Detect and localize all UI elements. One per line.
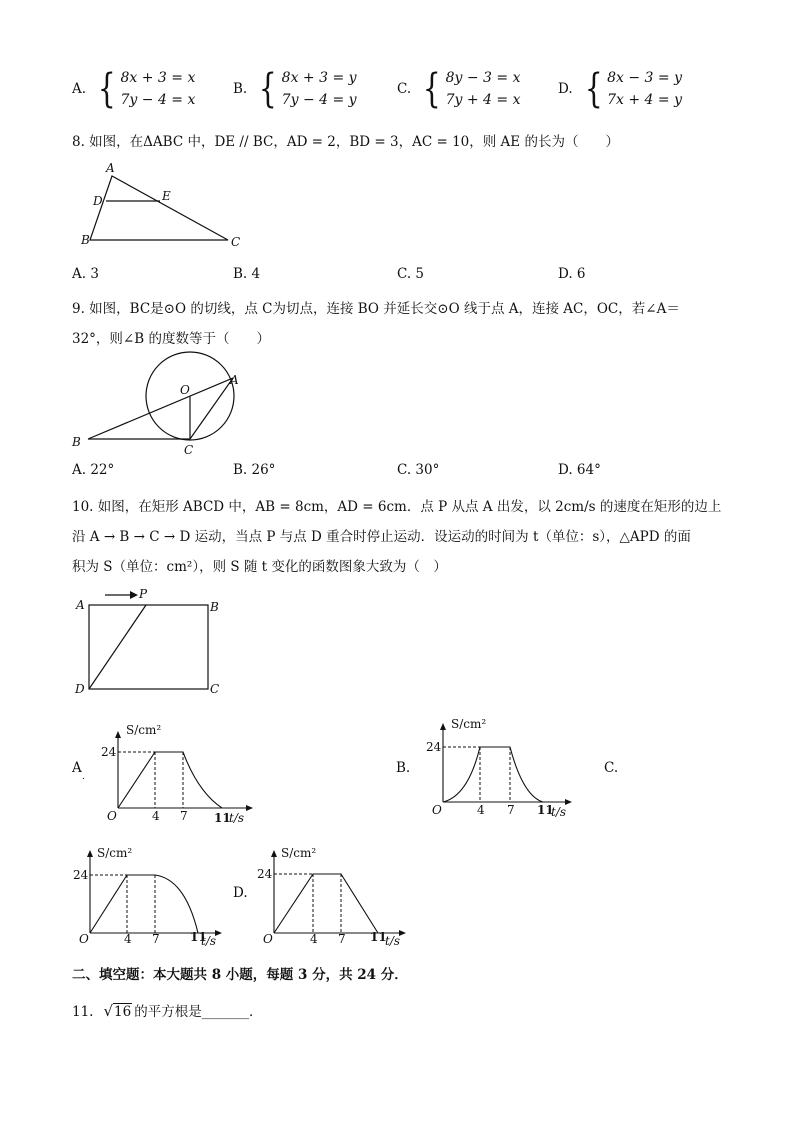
q10-rectangle-figure xyxy=(72,586,232,696)
q7-option-b-letter: B. xyxy=(233,81,248,97)
graph-a-y24: 24 xyxy=(101,745,117,759)
q7-option-a xyxy=(72,67,195,111)
q7-option-c xyxy=(397,67,520,111)
q11-stem xyxy=(72,1000,262,1020)
q8-option-d: D. 6 xyxy=(558,266,586,282)
q8-option-c: C. 5 xyxy=(397,266,425,282)
q7-option-c-eq1: 8y − 3 = x xyxy=(445,70,521,86)
q10-option-b-letter: B. xyxy=(396,760,411,776)
q7-option-d-eq1: 8x − 3 = y xyxy=(607,70,682,86)
q9-option-a: A. 22° xyxy=(72,462,115,478)
q9-stem-line1: 9. 如图，BC是⊙O 的切线，点 C为切点，连接 BO 并延长交⊙O 线于点 A，连接 AC，OC，若∠A＝ xyxy=(72,301,680,317)
q7-option-b-eq2: 7y − 4 = y xyxy=(281,92,357,108)
label-a: A xyxy=(230,373,239,387)
graph-b-axes xyxy=(440,723,572,805)
graph-b-origin: O xyxy=(432,803,442,817)
q7-option-d-eq2: 7x + 4 = y xyxy=(607,92,682,108)
graph-c-x7: 7 xyxy=(152,932,160,946)
q10-option-a-letter: A xyxy=(72,760,82,776)
section-heading: 二、填空题：本大题共 8 小题，每题 3 分，共 24 分． xyxy=(72,967,408,983)
graph-d-ylabel: S/cm² xyxy=(281,846,317,860)
q7-option-d xyxy=(558,67,682,111)
graph-d-xlabel: t/s xyxy=(385,934,401,948)
q11-radicand: 16 xyxy=(114,1004,132,1020)
graph-c-ylabel: S/cm² xyxy=(97,846,133,860)
rectangle-abcd xyxy=(89,605,208,689)
triangle-abc xyxy=(90,176,228,240)
q9-circle-figure xyxy=(70,350,250,455)
graph-d-axes xyxy=(271,850,406,936)
q7-option-d-letter: D. xyxy=(558,81,573,97)
q9-option-c: C. 30° xyxy=(397,462,440,478)
q9-option-b: B. 26° xyxy=(233,462,276,478)
label-e: E xyxy=(162,189,171,203)
q9-option-d: D. 64° xyxy=(558,462,601,478)
graph-b-x7: 7 xyxy=(507,803,515,817)
graph-b-curve xyxy=(443,747,543,802)
graph-b-x4: 4 xyxy=(477,803,485,817)
q10-graph-a xyxy=(98,722,258,832)
q10-option-d-letter: D. xyxy=(233,885,248,901)
q8-option-a: A. 3 xyxy=(72,266,99,282)
label-d: D xyxy=(75,682,85,696)
graph-d-origin: O xyxy=(263,932,273,946)
q10-stem-line2: 沿 A → B → C → D 运动，当点 P 与点 D 重合时停止运动．设运动的时间为 t（单位：s），△APD 的面 xyxy=(72,529,691,545)
graph-a-xlabel: t/s xyxy=(229,811,245,825)
graph-c-curve xyxy=(90,875,198,933)
label-a: A xyxy=(76,598,85,612)
graph-c-x4: 4 xyxy=(124,932,132,946)
graph-a-x4: 4 xyxy=(152,809,160,823)
q7-option-c-eq2: 7y + 4 = x xyxy=(445,92,521,108)
arrow-head-icon xyxy=(130,591,138,599)
graph-b-xlabel: t/s xyxy=(551,805,567,819)
graph-d-curve xyxy=(274,874,378,933)
q8-stem: 8. 如图，在ΔABC 中，DE // BC，AD = 2，BD = 3，AC = 10，则 AE 的长为（ ） xyxy=(72,134,619,150)
label-a: A xyxy=(106,161,115,175)
label-c: C xyxy=(210,682,220,696)
graph-c-origin: O xyxy=(79,932,89,946)
brace-icon: { xyxy=(97,66,116,112)
label-b: B xyxy=(81,233,90,247)
graph-a-axes xyxy=(115,731,253,811)
graph-b-ylabel: S/cm² xyxy=(451,717,487,731)
label-c: C xyxy=(231,235,241,249)
label-b: B xyxy=(210,600,219,614)
q10-graph-d xyxy=(254,843,414,953)
graph-a-x11: 11 xyxy=(214,811,231,825)
brace-icon: { xyxy=(422,66,441,112)
segment-dp xyxy=(89,605,146,689)
q7-option-a-letter: A. xyxy=(72,81,87,97)
q10-graph-c xyxy=(70,843,230,953)
sqrt-icon: √ xyxy=(103,1002,114,1020)
graph-c-y24: 24 xyxy=(73,868,89,882)
graph-d-x11: 11 xyxy=(370,930,387,944)
q11-number: 11. xyxy=(72,1004,94,1020)
q7-option-a-eq1: 8x + 3 = x xyxy=(120,70,196,86)
graph-d-x7: 7 xyxy=(338,932,346,946)
q10-option-a-dot: . xyxy=(82,772,85,782)
q10-graph-b xyxy=(423,716,583,826)
label-o: O xyxy=(180,383,190,397)
label-d: D xyxy=(93,194,103,208)
q7-option-a-eq2: 7y − 4 = x xyxy=(120,92,196,108)
label-p: P xyxy=(139,587,148,601)
q7-option-b xyxy=(233,67,357,111)
q7-option-b-eq1: 8x + 3 = y xyxy=(281,70,357,86)
q8-triangle-figure xyxy=(80,160,260,250)
q10-stem-line1: 10. 如图，在矩形 ABCD 中，AB = 8cm，AD = 6cm．点 P 从点 A 出发，以 2cm/s 的速度在矩形的边上 xyxy=(72,499,722,515)
brace-icon: { xyxy=(584,66,603,112)
label-b: B xyxy=(72,435,81,449)
graph-a-ylabel: S/cm² xyxy=(126,723,162,737)
q10-stem-line3: 积为 S（单位：cm²），则 S 随 t 变化的函数图象大致为（ ） xyxy=(72,559,447,575)
label-c: C xyxy=(184,443,194,457)
graph-a-origin: O xyxy=(107,809,117,823)
q10-option-c-letter: C. xyxy=(604,760,619,776)
graph-a-curve xyxy=(118,752,222,808)
brace-icon: { xyxy=(259,66,277,112)
graph-b-x11: 11 xyxy=(537,803,554,817)
q9-stem-line2: 32°，则∠B 的度数等于（ ） xyxy=(72,331,270,347)
q8-option-b: B. 4 xyxy=(233,266,261,282)
graph-d-x4: 4 xyxy=(310,932,318,946)
q11-text: 的平方根是_______． xyxy=(134,1004,263,1020)
graph-a-x7: 7 xyxy=(180,809,188,823)
graph-c-x11: 11 xyxy=(190,930,207,944)
q7-option-c-letter: C. xyxy=(397,81,412,97)
graph-b-y24: 24 xyxy=(426,740,442,754)
graph-c-xlabel: t/s xyxy=(201,934,217,948)
graph-d-y24: 24 xyxy=(257,867,273,881)
